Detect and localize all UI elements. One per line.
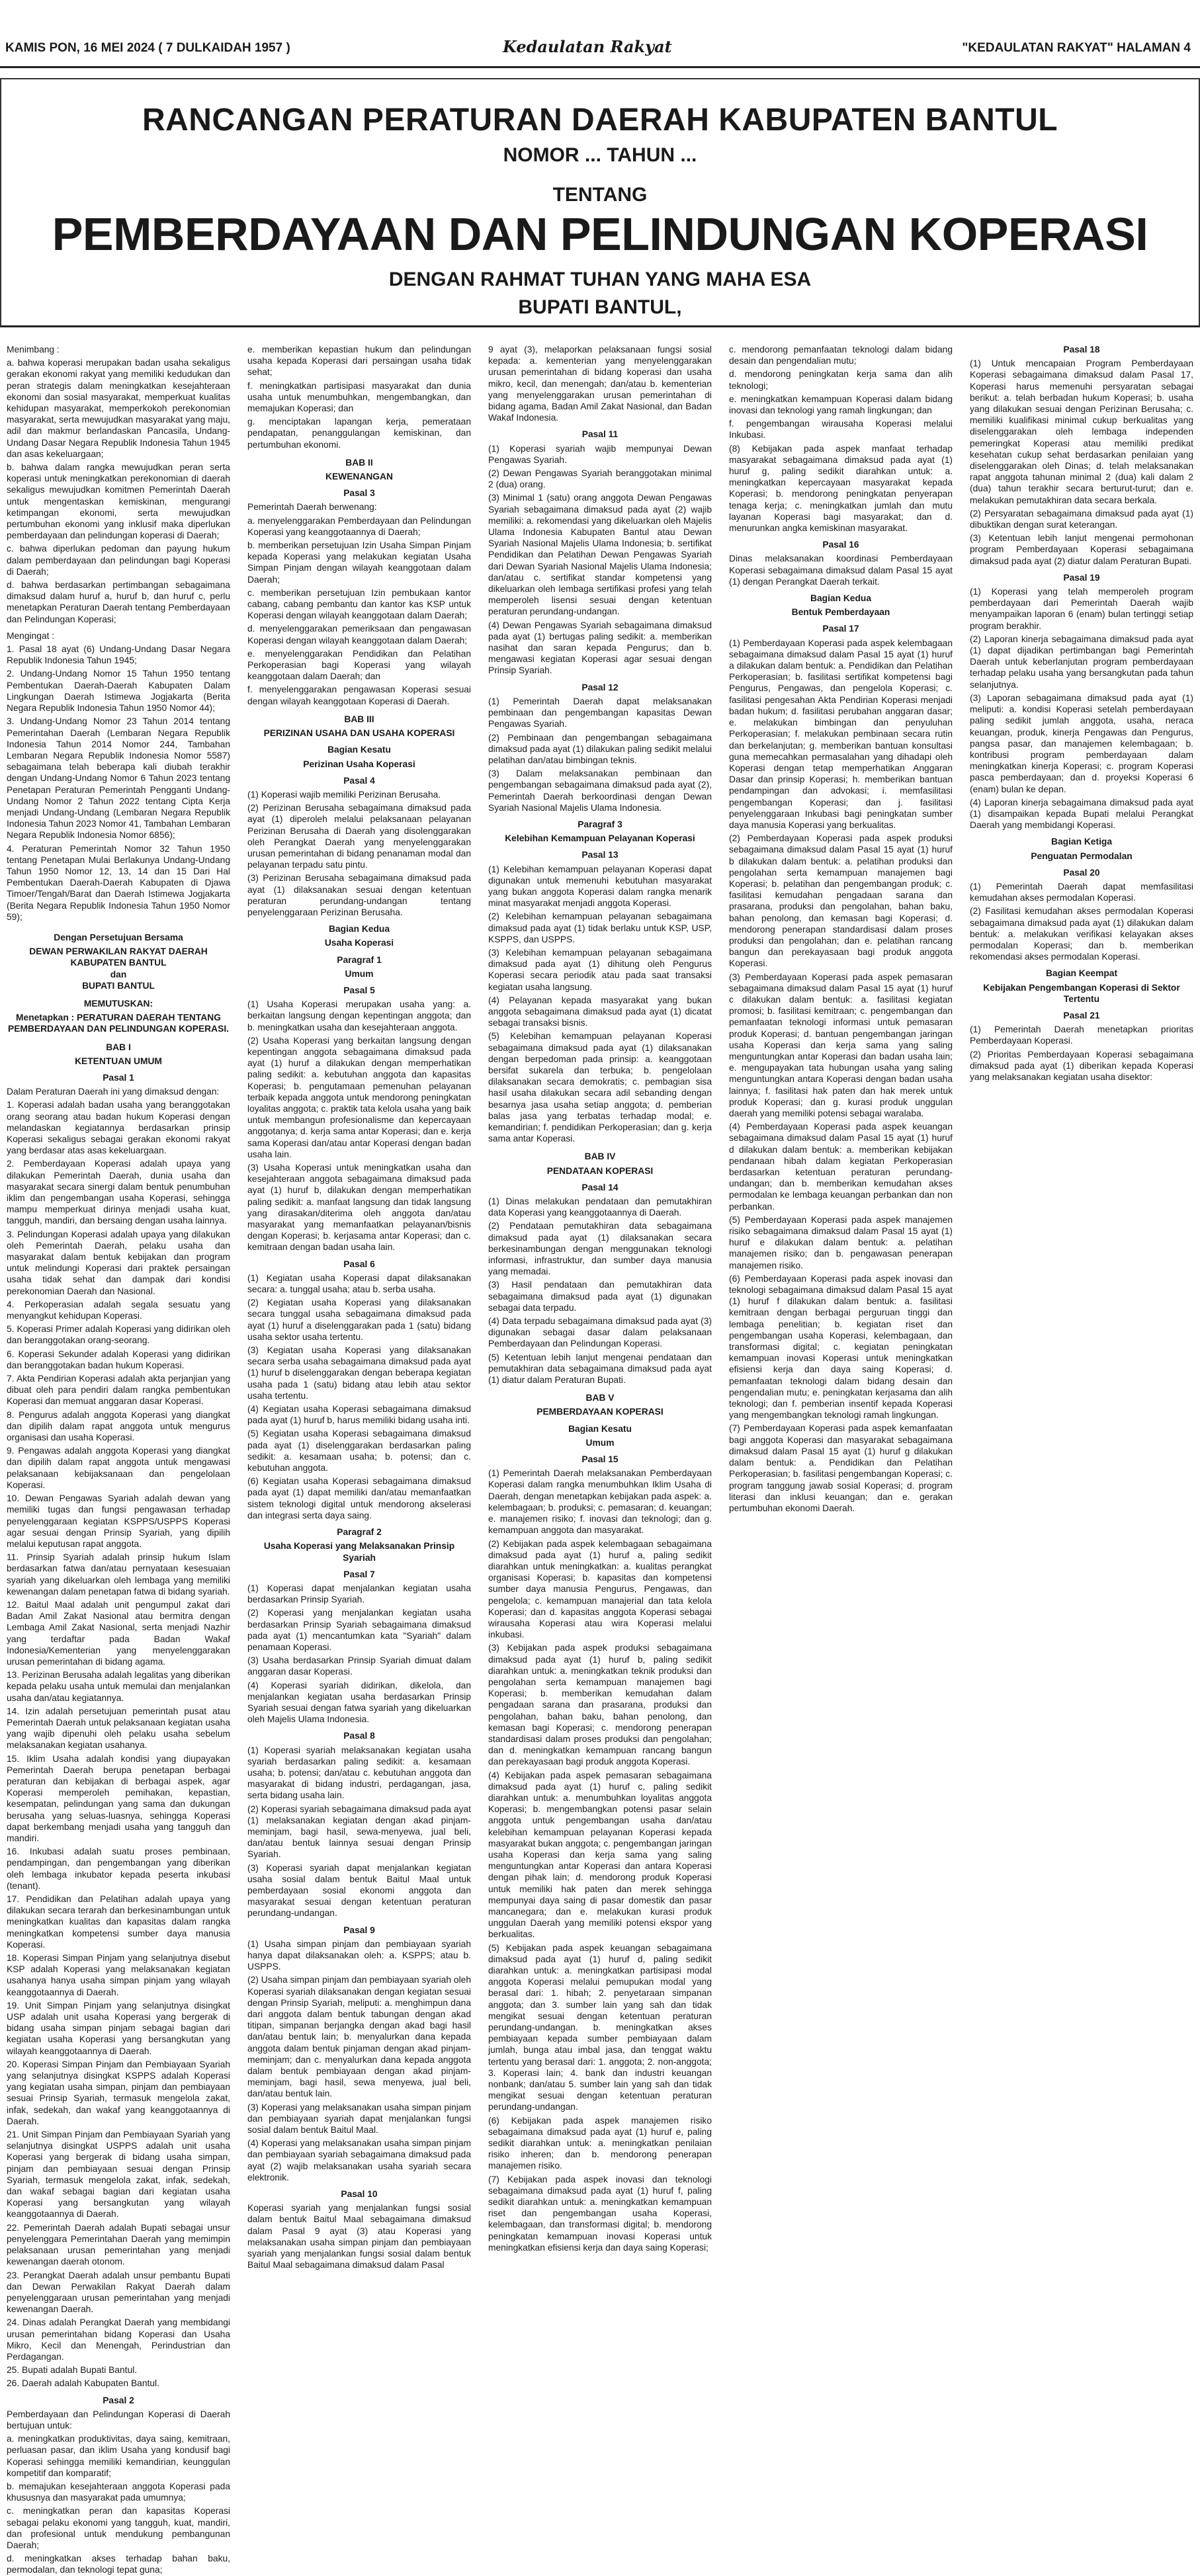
pasal-11: Pasal 11 xyxy=(581,429,619,440)
pasal-7: Pasal 7 xyxy=(343,1569,375,1579)
ayat-item: (4) Kebijakan pada aspek pemasaran sebagaimana dimaksud pada ayat (1) huruf c, paling sedikit diarahkan untuk: a. menumbuhkan loyalitas anggota Koperasi; b. mengembangkan potensi pasar selain anggota untuk pengembangan usaha dan/atau kelebihan kemampuan pelayanan Koperasi kepada masyarakat bukan anggota; c. pengembangan jaringan usaha Koperasi dan kerja sama yang saling menguntungkan antar Koperasi dan antara Koperasi dengan pihak lain; d. mendorong produk Koperasi untuk memiliki hak paten dan merek sehingga mempunyai daya saing di pasar domestik dan pasar mancanegara; dan e. melakukan kurasi produk unggulan Daerah yang memiliki potensi ekspor yang berkualitas. xyxy=(488,1770,712,1940)
definition-item: 9. Pengawas adalah anggota Koperasi yang diangkat dan dipilih dalam rapat anggota untuk mengawasi pelaksanaan kebijaksanaan dan pengelolaan Koperasi. xyxy=(7,1446,230,1490)
definition-item: 2. Pemberdayaan Koperasi adalah upaya yang dilakukan Pemerintah Daerah, dunia usaha dan masyarakat secara sinergi dalam bentuk penumbuhan iklim dan pengembangan usaha Koperasi, sehingga mampu memperkuat dirinya menjadi usaha kuat, tangguh, mandiri, dan bersaing dengan usaha lainnya. xyxy=(7,1159,230,1226)
ayat-item: (3) Usaha berdasarkan Prinsip Syariah dimuat dalam anggaran dasar Koperasi. xyxy=(247,1655,471,1677)
bagian-keempat-title: Kebijakan Pengembangan Koperasi di Sektor Tertentu xyxy=(983,982,1180,1004)
ayat-item: (4) Koperasi yang melaksanakan usaha simpan pinjam dan pembiayaan syariah sebagaimana dimaksud pada ayat (2) wajib melaksanakan usaha syariah secara elektronik. xyxy=(247,2138,471,2182)
ayat-item: (4) Koperasi syariah didirikan, dikelola, dan menjalankan kegiatan usaha berdasarkan Prinsip Syariah sesuai dengan fatwa syariah yang dikeluarkan oleh Majelis Ulama Indonesia. xyxy=(247,1680,471,1725)
ayat-item: (2) Usaha Koperasi yang berkaitan langsung dengan kepentingan anggota sebagaimana dimaksud pada ayat (1) huruf a dilakukan dengan memperhatikan paling sedikit: a. kebutuhan anggota dan kapasitas Koperasi; b. pengutamaan pemenuhan pelayanan terbaik kepada anggota untuk mendorong peningkatan loyalitas anggota; c. praktik tata kelola usaha yang baik untuk membangun profesionalisme dan kepercayaan anggotanya; d. kerja sama antar Koperasi; dan e. kerja sama Koperasi dan/atau antar Koperasi dengan badan usaha lain. xyxy=(247,1035,471,1159)
ayat-item: (5) Kegiatan usaha Koperasi sebagaimana dimaksud pada ayat (1) diselenggarakan berdasarkan paling sedikit: a. kesamaan usaha; b. potensi; dan c. kebutuhan anggota. xyxy=(247,1429,471,1474)
paragraf-2-title: Usaha Koperasi yang Melaksanakan Prinsip Syariah xyxy=(263,1541,455,1563)
definition-item: 6. Koperasi Sekunder adalah Koperasi yang didirikan dan beranggotakan badan hukum Koperasi. xyxy=(7,1349,230,1370)
definition-item: 26. Daerah adalah Kabupaten Bantul. xyxy=(7,2378,159,2389)
bagian-kesatu-bab5: Bagian Kesatu xyxy=(568,1423,632,1434)
ayat-item: (4) Kegiatan usaha Koperasi sebagaimana dimaksud pada ayat (1) huruf b, harus memiliki bidang usaha inti. xyxy=(247,1404,471,1426)
ayat-item: (2) Prioritas Pemberdayaan Koperasi sebagaimana dimaksud pada ayat (1) diberikan kepada Koperasi yang melaksanakan kegiatan usaha disektor: xyxy=(970,1049,1193,1082)
regulation-title-box xyxy=(0,78,1200,327)
pasal-10-continued: 9 ayat (3), melaporkan pelaksanaan fungsi sosial kepada: a. kementerian yang menyelenggarakan urusan pemerintahan di bidang koperasi dan usaha mikro, kecil, dan menengah; dan/atau b. kementerian yang menyelenggarakan urusan pemerintahan di bidang agama, Badan Amil Zakat Nasional, dan Badan Wakaf Indonesia. xyxy=(488,345,712,423)
tujuan-item: d. meningkatkan akses terhadap bahan baku, permodalan, dan teknologi tepat guna; xyxy=(7,2554,230,2575)
pasal-10-text: Koperasi syariah yang menjalankan fungsi sosial dalam bentuk Baitul Maal sebagaimana dimaksud dalam Pasal 9 ayat (3) atau Koperasi yang melaksanakan usaha simpan pinjam dan pembiayaan syariah yang menjalankan fungsi sosial dalam bentuk Baitul Maal sebagaimana dimaksud dalam Pasal xyxy=(247,2203,471,2270)
kewenangan-item: c. memberikan persetujuan Izin pembukaan kantor cabang, cabang pembantu dan kantor kas KSP untuk Koperasi dengan wilayah keanggotaan dalam Daerah; xyxy=(247,587,471,621)
tujuan-item: g. menciptakan lapangan kerja, pemerataan pendapatan, penanggulangan kemiskinan, dan pertumbuhan ekonomi. xyxy=(247,417,471,450)
ayat-item: (1) Koperasi dapat menjalankan kegiatan usaha berdasarkan Prinsip Syariah. xyxy=(247,1583,471,1605)
paragraf-2: Paragraf 2 xyxy=(337,1527,382,1538)
ayat-item: (3) Perizinan Berusaha sebagaimana dimaksud pada ayat (1) dilaksanakan sesuai dengan ketentuan peraturan perundang-undangan tentang penyelenggaraan Perizinan Berusaha. xyxy=(247,873,471,917)
pasal-12: Pasal 12 xyxy=(581,682,619,692)
ayat-item: (2) Kelebihan kemampuan pelayanan sebagaimana dimaksud pada ayat (1) tidak berlaku untuk KSP, USP, KSPPS, dan USPPS. xyxy=(488,911,712,944)
tujuan-item: f. meningkatkan partisipasi masyarakat dan dunia usaha untuk menumbuhkan, mengembangkan, dan memajukan Koperasi; dan xyxy=(247,380,471,414)
ayat-item: (5) Kebijakan pada aspek keuangan sebagaimana dimaksud pada ayat (1) huruf d, paling sedikit diarahkan untuk: a. meningkatkan partisipasi modal anggota Koperasi melalui pemupukan modal yang berasal dari: 1. hibah; 2. penyetaraan simpanan anggota; dan 3. sumber lain yang sah dan tidak mengikat sesuai dengan ketentuan peraturan perundang-undangan. b. meningkatkan akses pembiayaan kepada sumber pembiayaan dalam jumlah, bunga atau imbal jasa, dan tenggat waktu tertentu yang berasal dari: 1. anggota; 2. non-anggota; 3. Koperasi lain; 4. bank dan industri keuangan nonbank; dan/atau 5. sumber lain yang sah dan tidak mengikat sesuai dengan ketentuan peraturan perundang-undangan. xyxy=(488,1942,712,2112)
kewenangan-item: d. menyelenggarakan pemeriksaan dan pengawasan Koperasi dengan wilayah keanggotaan dalam Daerah; xyxy=(247,624,471,645)
definition-item: 11. Prinsip Syariah adalah prinsip hukum Islam berdasarkan fatwa dan/atau pernyataan kesesuaian syariah yang dikeluarkan oleh lembaga yang memiliki kewenangan dalam penetapan fatwa di bidang syariah. xyxy=(7,1552,230,1597)
pasal-10: Pasal 10 xyxy=(341,2189,378,2200)
ayat-item: (2) Pembinaan dan pengembangan sebagaimana dimaksud pada ayat (1) dilakukan paling sedikit melalui pelatihan dan/atau bimbingan teknis. xyxy=(488,732,712,765)
ayat-item: d. mendorong peningkatan kerja sama dan alih teknologi; xyxy=(729,369,953,391)
ayat-item: (3) Minimal 1 (satu) orang anggota Dewan Pengawas Syariah sebagaimana dimaksud pada ayat (2) wajib memiliki: a. rekomendasi yang dikeluarkan oleh Majelis Ulama Indonesia Kabupaten Bantul atau Dewan Syariah Nasional Majelis Ulama Indonesia; b. sertifikat Pendidikan dan Pelatihan Dewan Pengawas Syariah dari Dewan Syariah Nasional Majelis Ulama Indonesia; dan/atau c. sertifikat standar kompetensi yang dikeluarkan oleh lembaga sertifikasi profesi yang telah memperoleh lisensi sesuai dengan ketentuan peraturan perundang-undangan. xyxy=(488,493,712,617)
column-5 xyxy=(970,344,1193,2090)
pasal-5: Pasal 5 xyxy=(343,985,375,995)
bagian-kedua-bab5: Bagian Kedua xyxy=(810,593,871,604)
title-line-5: DENGAN RAHMAT TUHAN YANG MAHA ESA xyxy=(388,269,812,290)
pasal-8: Pasal 8 xyxy=(343,1731,375,1741)
bab-2-title: KEWENANGAN xyxy=(325,472,393,482)
mengingat-label: Mengingat : xyxy=(7,630,55,641)
tujuan-item: e. memberikan kepastian hukum dan pelindungan usaha kepada Koperasi dari persaingan usaha tidak sehat; xyxy=(247,345,471,378)
pasal-3: Pasal 3 xyxy=(343,488,375,499)
kewenangan-item: b. memberikan persetujuan Izin Usaha Simpan Pinjam kepada Koperasi yang melakukan kegiatan Usaha Simpan Pinjam dengan wilayah keanggotaan dalam Daerah; xyxy=(247,540,471,585)
ayat-item: (2) Persyaratan sebagaimana dimaksud pada ayat (1) dibuktikan dengan surat keterangan. xyxy=(970,508,1193,530)
bagian-kedua: Bagian Kedua xyxy=(329,924,390,935)
mengingat-1: 1. Pasal 18 ayat (6) Undang-Undang Dasar Negara Republik Indonesia Tahun 1945; xyxy=(7,644,230,666)
definition-item: 23. Perangkat Daerah adalah unsur pembantu Bupati dan Dewan Perwakilan Rakyat Daerah dalam penyelenggaraan urusan pemerintahan yang menjadi kewenangan Daerah. xyxy=(7,2270,230,2315)
ayat-item: e. meningkatkan kemampuan Koperasi dalam bidang inovasi dan teknologi yang ramah lingkungan; dan xyxy=(729,394,953,416)
definition-item: 25. Bupati adalah Bupati Bantul. xyxy=(7,2365,138,2376)
ayat-item: (2) Laporan kinerja sebagaimana dimaksud pada ayat (1) dapat dijadikan pertimbangan bagi Pemerintah Daerah untuk keberlanjutan program pemberdayaan terhadap pelaku usaha yang bersangkutan pada tahun selanjutnya. xyxy=(970,634,1193,690)
title-line-6: BUPATI BANTUL, xyxy=(518,296,682,318)
ayat-item: (1) Dinas melakukan pendataan dan pemutakhiran data Koperasi yang keanggotaannya di Daerah. xyxy=(488,1196,712,1218)
bab-3: BAB III xyxy=(344,714,374,724)
definition-item: 20. Koperasi Simpan Pinjam dan Pembiayaan Syariah yang selanjutnya disingkat KSPPS adalah Koperasi yang kegiatan usaha simpan, pinjam dan pembiayaan sesuai Prinsip Syariah, termasuk mengelola zakat, infak, sedekah, dan wakaf yang keanggotaannya di Daerah. xyxy=(7,2059,230,2126)
ayat-item: (3) Usaha Koperasi untuk meningkatkan usaha dan kesejahteraan anggota sebagaimana dimaksud pada ayat (1) huruf b, dilakukan dengan memperhatikan paling sedikit: a. manfaat langsung dan tidak langsung yang dirasakan/diterima oleh anggota dan/atau masyarakat yang memanfaatkan pelayanan/bisnis dengan Koperasi; b. kerjasama antar Koperasi; dan c. kemitraan dengan badan usaha lain. xyxy=(247,1163,471,1253)
bagian-keempat: Bagian Keempat xyxy=(1045,968,1118,979)
bagian-kedua-bab5-title: Bentuk Pemberdayaan xyxy=(791,607,890,618)
definition-item: 17. Pendidikan dan Pelatihan adalah upaya yang dilakukan secara terarah dan berkesinambungan untuk meningkatkan kualitas dan kapasitas dalam rangka meningkatkan kompetensi sumber daya manusia Koperasi. xyxy=(7,1894,230,1950)
definition-item: 12. Baitul Maal adalah unit pengumpul zakat dari Badan Amil Zakat Nasional atau bermitra dengan Lembaga Amil Zakat Nasional, serta menjadi Nazhir yang terdaftar pada Badan Wakaf Indonesia/Kementerian yang menyelenggarakan urusan pemerintahan di bidang agama. xyxy=(7,1599,230,1667)
ayat-item: (1) Koperasi yang telah memperoleh program pemberdayaan dari Pemerintah Daerah wajib menyampaikan laporan 6 (enam) bulan tertinggi setiap program berakhir. xyxy=(970,587,1193,631)
ayat-item: (1) Koperasi syariah melaksanakan kegiatan usaha syariah berdasarkan paling sedikit: a. kesamaan usaha; b. potensi; dan/atau c. kebutuhan anggota dan masyarakat di bidang industri, perdagangan, jasa, serta bidang usaha lain. xyxy=(247,1745,471,1801)
memutuskan: MEMUTUSKAN: xyxy=(83,998,153,1009)
bab-1-title: KETENTUAN UMUM xyxy=(75,1056,162,1066)
ayat-item: (1) Kegiatan usaha Koperasi dapat dilaksanakan secara: a. tunggal usaha; atau b. serba usaha. xyxy=(247,1272,471,1295)
bagian-kesatu: Bagian Kesatu xyxy=(327,745,391,755)
ayat-item: (2) Fasilitasi kemudahan akses permodalan Koperasi sebagaimana dimaksud pada ayat (1) dilakukan dalam bentuk: a. melakukan verifikasi kelayakan akses permodalan Koperasi; dan b. memberikan rekomendasi akses permodalan Koperasi. xyxy=(970,906,1193,962)
persetujuan-heading: Dengan Persetujuan Bersama xyxy=(54,932,183,942)
newspaper-logo: Kedaulatan Rakyat xyxy=(503,37,672,56)
column-4 xyxy=(729,344,953,2090)
menimbang-a: a. bahwa koperasi merupakan badan usaha sekaligus gerakan ekonomi rakyat yang memiliki kedudukan dan peran strategis dalam meningkatkan kesejahteraan ekonomi dan sosial masyarakat, memperkuat kualitas kehidupan masyarakat, memperkokoh perekonomian masyarakat, serta mewujudkan masyarakat yang maju, adil dan makmur berlandaskan Pancasila, Undang-Undang Dasar Negara Republik Indonesia Tahun 1945 dan asas kekeluargaan; xyxy=(7,358,230,459)
ayat-item: (1) Pemberdayaan Koperasi pada aspek kelembagaan sebagaimana dimaksud dalam Pasal 15 ayat (1) huruf a dilakukan dalam bentuk: a. Pendidikan dan Pelatihan Perkoperasian; b. fasilitasi sertifikat kompetensi bagi Pengurus, Pengawas, dan pengelola Koperasi; c. fasilitasi pengesahan Akta Pendirian Koperasi menjadi badan hukum; d. fasilitasi perubahan anggaran dasar; e. melakukan bimbingan dan penyuluhan Perkoperasian; f. melakukan pembinaan secara rutin dan berkelanjutan; g. memberikan bantuan konsultasi guna memecahkan permasalahan yang dihadapi oleh Koperasi dengan tetap memperhatikan Anggaran Dasar dan prinsip Koperasi; h. memberikan bantuan pendampingan dan advokasi; i. memfasilitasi pengembangan Koperasi; dan j. fasilitasi penyelenggaraan Inkubasi bagi peningkatan sumber daya manusia Koperasi yang berkualitas. xyxy=(729,638,953,830)
ayat-item: (5) Pemberdayaan Koperasi pada aspek manajemen risiko sebagaimana dimaksud dalam Pasal 15 ayat (1) huruf e dilakukan dalam bentuk: a. pelatihan manajemen risiko; dan b. pengawasan penerapan manajemen risiko. xyxy=(729,1214,953,1270)
ayat-item: (1) Usaha simpan pinjam dan pembiayaan syariah hanya dapat dilaksanakan oleh: a. KSPPS; atau b. USPPS. xyxy=(247,1938,471,1972)
mengingat-4: 4. Peraturan Pemerintah Nomor 32 Tahun 1950 tentang Penetapan Mulai Berlakunya Undang-Undang Tahun 1950 Nomor 12, 13, 14 dan 15 Dari Hal Pembentukan Daerah-Daerah Kabupaten di Djawa Timoer/Tengah/Barat dan Daerah Istimewa Jogjakarta (Berita Negara Republik Indonesia Tahun 1950 Nomor 59); xyxy=(7,843,230,922)
ayat-item: (2) Kebijakan pada aspek kelembagaan sebagaimana dimaksud pada ayat (1) huruf a, paling sedikit diarahkan untuk meningkatkan: a. kualitas perangkat organisasi Koperasi; b. kapasitas dan kompetensi sumber daya manusia Pengurus, Pengawas, dan pengelola; c. kemampuan manajerial dan tata kelola Koperasi; dan d. kapasitas anggota Koperasi sebagai wirausaha Koperasi atau wira Koperasi melalui inkubasi. xyxy=(488,1538,712,1640)
pasal-1: Pasal 1 xyxy=(103,1072,134,1083)
ayat-item: (5) Ketentuan lebih lanjut mengenai pendataan dan pemutakhiran data sebagaimana dimaksud pada ayat (1) diatur dalam Peraturan Bupati. xyxy=(488,1352,712,1386)
definition-item: 22. Pemerintah Daerah adalah Bupati sebagai unsur penyelenggara Pemerintahan Daerah yang memimpin pelaksanaan urusan pemerintahan yang menjadi kewenangan daerah otonom. xyxy=(7,2222,230,2267)
ayat-item: (2) Koperasi syariah sebagaimana dimaksud pada ayat (1) melaksanakan kegiatan dengan akad pinjam-meminjam, bagi hasil, sewa-menyewa, jual beli, dan/atau bentuk lainnya sesuai dengan Prinsip Syariah. xyxy=(247,1804,471,1860)
issue-date: KAMIS PON, 16 MEI 2024 ( 7 DULKAIDAH 1957 ) xyxy=(5,41,290,55)
ayat-item: (4) Dewan Pengawas Syariah sebagaimana dimaksud pada ayat (1) bertugas paling sedikit: a. memberikan nasihat dan saran kepada Pengurus; dan b. mengawasi kegiatan Koperasi agar sesuai dengan Prinsip Syariah. xyxy=(488,620,712,676)
bab-4-title: PENDATAAN KOPERASI xyxy=(546,1165,654,1176)
definition-item: 18. Koperasi Simpan Pinjam yang selanjutnya disebut KSP adalah Koperasi yang melaksanakan kegiatan usahanya hanya usaha simpan pinjam yang wilayah keanggotaannya di Daerah. xyxy=(7,1953,230,1997)
pasal-2: Pasal 2 xyxy=(103,2395,134,2405)
persetujuan-bupati: BUPATI BANTUL xyxy=(82,980,155,991)
ayat-item: (3) Ketentuan lebih lanjut mengenai permohonan program Pemberdayaan Koperasi sebagaimana dimaksud pada ayat (2) diatur dalam Peraturan Bupati. xyxy=(970,533,1193,566)
definition-item: 8. Pengurus adalah anggota Koperasi yang diangkat dan dipilih dalam rapat anggota untuk mengurus organisasi dan usaha Koperasi. xyxy=(7,1409,230,1443)
ayat-item: c. mendorong pemanfaatan teknologi dalam bidang desain dan pengendalian mutu; xyxy=(729,345,953,366)
page-label: "KEDAULATAN RAKYAT" HALAMAN 4 xyxy=(962,41,1191,55)
pasal-4: Pasal 4 xyxy=(343,775,375,786)
pasal-14: Pasal 14 xyxy=(581,1182,619,1192)
ayat-item: (7) Pemberdayaan Koperasi pada aspek kemanfaatan bagi anggota Koperasi dan masyarakat sebagaimana dimaksud dalam Pasal 15 ayat (1) huruf g dilakukan dalam bentuk: a. Pendidikan dan Pelatihan Perkoperasian; b. fasilitasi pengembangan Koperasi; c. program tanggung jawab sosial Koperasi; d. program literasi dan inklusi keuangan; dan e. gerakan pertumbuhan ekonomi Daerah. xyxy=(729,1423,953,1513)
pasal-16: Pasal 16 xyxy=(822,540,859,550)
definition-item: 14. Izin adalah persetujuan pemerintah pusat atau Pemerintah Daerah untuk pelaksanaan kegiatan usaha yang wajib dipenuhi oleh pelaku usaha sebelum melaksanakan kegiatan usahanya. xyxy=(7,1706,230,1751)
bab-4: BAB IV xyxy=(584,1151,616,1162)
title-main: PEMBERDAYAAN DAN PELINDUNGAN KOPERASI xyxy=(52,208,1148,260)
bagian-kesatu-title: Perizinan Usaha Koperasi xyxy=(303,759,415,769)
ayat-item: (3) Koperasi syariah dapat menjalankan kegiatan usaha sosial dalam bentuk Baitul Maal untuk pemberdayaan sosial ekonomi anggota dan masyarakat sesuai dengan ketentuan peraturan perundang-undangan. xyxy=(247,1862,471,1919)
tujuan-item: b. memajukan kesejahteraan anggota Koperasi pada khususnya dan masyarakat pada umumnya; xyxy=(7,2481,230,2503)
ayat-item: (1) Kelebihan kemampuan pelayanan Koperasi dapat digunakan untuk memenuhi kebutuhan masyarakat yang bukan anggota Koperasi dalam rangka menarik minat masyarakat menjadi anggota Koperasi. xyxy=(488,864,712,909)
pasal-17: Pasal 17 xyxy=(822,624,859,634)
menimbang-c: c. bahwa diperlukan pedoman dan payung hukum dalam pemberdayaan dan pelindungan bagi Koperasi di Daerah; xyxy=(7,544,230,577)
ayat-item: (2) Perizinan Berusaha sebagaimana dimaksud pada ayat (1) diperoleh melalui pelaksanaan pelayanan Perizinan Berusaha di Daerah yang disolenggarakan oleh Perangkat Daerah yang menyelenggarakan urusan pemerintahan di bidang penanaman modal dan pelayanan terpadu satu pintu. xyxy=(247,803,471,870)
ayat-item: (3) Laporan sebagaimana dimaksud pada ayat (1) meliputi: a. kondisi Koperasi setelah pemberdayaan paling sedikit jumlah anggota, usaha, neraca keuangan, produk, kinerja Pengawas dan Pengurus, pangsa pasar, dan manajemen kelembagaan; b. kontribusi program pemberdayaan dalam meningkatkan kinerja Koperasi; c. program Koperasi pasca pemberdayaan; dan d. proyeksi Koperasi 6 (enam) bulan ke depan. xyxy=(970,692,1193,794)
column-1 xyxy=(7,344,230,2575)
definition-item: 16. Inkubasi adalah suatu proses pembinaan, pendampingan, dan pengembangan yang diberikan oleh lembaga inkubator kepada peserta inkubasi (tenant). xyxy=(7,1847,230,1891)
pasal-21: Pasal 21 xyxy=(1063,1010,1100,1020)
pasal-3-intro: Pemerintah Daerah berwenang: xyxy=(247,502,377,513)
bagian-kedua-title: Usaha Koperasi xyxy=(324,938,394,948)
ayat-item: (6) Pemberdayaan Koperasi pada aspek inovasi dan teknologi sebagaimana dimaksud dalam Pasal 15 ayat (1) huruf f dilakukan dalam bentuk: a. fasilitasi kemitraan dengan berbagai perguruan tinggi dan lembaga penelitian; b. kegiatan riset dan pengembangan usaha Koperasi, kelembagaan, dan transformasi digital; c. kegiatan peningkatan kemampuan inovasi Koperasi untuk meningkatkan efisiensi kerja dan daya saing Koperasi; d. pemanfaatan teknologi dalam bidang desain dan pengendalian mutu; e. peningkatan kerjasama dan alih teknologi; dan f. pemberian insentif kepada Koperasi yang mengembangkan teknologi ramah lingkungan. xyxy=(729,1273,953,1421)
menimbang-label: Menimbang : xyxy=(7,345,60,354)
kewenangan-item: a. menyelenggarakan Pemberdayaan dan Pelindungan Koperasi yang keanggotaannya di Daerah; xyxy=(247,515,471,537)
ayat-item: (2) Dewan Pengawas Syariah beranggotakan minimal 2 (dua) orang. xyxy=(488,468,712,490)
persetujuan-dprd: DEWAN PERWAKILAN RAKYAT DAERAH KABUPATEN BANTUL xyxy=(29,946,208,968)
pasal-15: Pasal 15 xyxy=(581,1454,619,1465)
paragraf-3-title: Kelebihan Kemampuan Pelayanan Koperasi xyxy=(505,833,695,844)
bab-3-title: PERIZINAN USAHA DAN USAHA KOPERASI xyxy=(263,728,455,739)
title-line-1: RANCANGAN PERATURAN DAERAH KABUPATEN BANTUL xyxy=(142,103,1058,138)
ayat-item: (2) Kegiatan usaha Koperasi yang dilaksanakan secara tunggal usaha sebagaimana dimaksud pada ayat (1) huruf a diselenggarakan pada 1 (satu) bidang usaha sektor usaha tertentu. xyxy=(247,1298,471,1342)
ayat-item: (1) Koperasi wajib memiliki Perizinan Berusaha. xyxy=(247,789,441,800)
ayat-item: (6) Kegiatan usaha Koperasi sebagaimana dimaksud pada ayat (1) dapat memiliki dan/atau memanfaatkan sistem teknologi digital untuk mendorong akselerasi dan integrasi serta daya saing. xyxy=(247,1476,471,1520)
definition-item: 15. Iklim Usaha adalah kondisi yang diupayakan Pemerintah Daerah berupa penetapan berbagai peraturan dan kebijakan di berbagai aspek, agar Koperasi memperoleh pemihakan, kepastian, kesempatan, pelindungan yang sama dan dukungan berusaha yang seluas-luasnya, sehingga Koperasi dapat berkembang menjadi usaha yang tangguh dan mandiri. xyxy=(7,1753,230,1843)
ayat-item: (2) Pemberdayaan Koperasi pada aspek produksi sebagaimana dimaksud dalam Pasal 15 ayat (1) huruf b dilakukan dalam bentuk: a. pelatihan produksi dan pengolahan serta kemampuan manajemen bagi Koperasi; b. pelatihan dan pengembangan produk; c. fasilitasi kemudahan pengadaan sarana dan prasarana, produksi dan pengolahan, bahan baku, bahan penolong, dan kemasan bagi Koperasi; d. mendorong penerapan standardisasi dalam proses produksi dan pengolahan; dan e. pelatihan rancang bangun dan perekayasaan bagi produk anggota Koperasi. xyxy=(729,833,953,969)
ayat-item: (4) Data terpadu sebagaimana dimaksud pada ayat (3) digunakan sebagai dasar dalam pelaksanaan Pemberdayaan dan Pelindungan Koperasi. xyxy=(488,1316,712,1349)
bagian-ketiga-title: Penguatan Permodalan xyxy=(1031,851,1133,861)
paragraf-1-title: Umum xyxy=(345,968,374,979)
ayat-item: (3) Koperasi yang melaksanakan usaha simpan pinjam dan pembiayaan syariah dapat menjalankan fungsi sosial dalam bentuk Baitul Maal. xyxy=(247,2102,471,2136)
definition-item: 10. Dewan Pengawas Syariah adalah dewan yang memiliki tugas dan fungsi pengawasan terhadap penyelenggaraan kegiatan KSPPS/USPPS Koperasi agar sesuai dengan Prinsip Syariah, yang dipilih melalui keputusan rapat anggota. xyxy=(7,1493,230,1549)
definition-item: 3. Pelindungan Koperasi adalah upaya yang dilakukan oleh Pemerintah Daerah, pelaku usaha dan masyarakat dalam bentuk kebijakan dan program untuk melindungi Koperasi dari praktek persaingan usaha tidak sehat dan dampak dari kondisi perekonomian Daerah dan Nasional. xyxy=(7,1229,230,1296)
pasal-16-text: Dinas melaksanakan koordinasi Pemberdayaan Koperasi sebagaimana dimaksud dalam Pasal 15 ayat (1) dengan Perangkat Daerah terkait. xyxy=(729,554,953,587)
bab-1: BAB I xyxy=(106,1042,131,1052)
column-2 xyxy=(247,344,471,2270)
bagian-kesatu-bab5-title: Umum xyxy=(585,1437,615,1448)
ayat-item: (3) Hasil pendataan dan pemutakhiran data sebagaimana dimaksud pada ayat (1) digunakan sebagai data terpadu. xyxy=(488,1280,712,1313)
ayat-item: (3) Kebijakan pada aspek produksi sebagaimana dimaksud pada ayat (1) huruf b, paling sedikit diarahkan untuk: a. meningkatkan teknik produksi dan pengolahan serta kemampuan manajemen bagi Koperasi; b. memberikan kemudahan dalam pengadaan sarana dan prasarana, produksi dan pengolahan, bahan baku, bahan penolong, dan kemasan bagi Koperasi; c. mendorong penerapan standardisasi dalam proses produksi dan pengolahan; dan d. meningkatkan kemampuan rancang bangun dan perekayasaan bagi produk anggota Koperasi. xyxy=(488,1643,712,1767)
ayat-item: (5) Kelebihan kemampuan pelayanan Koperasi sebagaimana dimaksud pada ayat (1) dilaksanakan dengan berpedoman pada prinsip: a. keanggotaan bersifat sukarela dan terbuka; b. pengelolaan dilaksanakan secara demokratis; c. pembagian sisa hasil usaha dilakukan secara adil sebanding dengan besarnya jasa usaha setiap anggota; d. pemberian balas jasa yang terbatas terhadap modal; e. kemandirian; f. pendidikan Perkoperasian; dan g. kerja sama antar Koperasi. xyxy=(488,1031,712,1144)
ayat-item: (3) Dalam melaksanakan pembinaan dan pengembangan sebagaimana dimaksud pada ayat (2), Pemerintah Daerah berkoordinasi dengan Dewan Syariah Nasional Majelis Ulama Indonesia. xyxy=(488,769,712,813)
ayat-item: (1) Untuk mencapaian Program Pemberdayaan Koperasi sebagaimana dimaksud dalam Pasal 17, Koperasi harus memenuhi persyaratan sebagai berikut: a. telah berbadan hukum Koperasi; b. usaha yang dilakukan sesuai dengan Perizinan Berusaha; c. memiliki kualifikasi minimal cukup berkualitas yang diselenggarakan oleh lembaga independen pemeringkat Koperasi atau memiliki predikat kesehatan cukup sehat berdasarkan penilaian yang diselenggarakan oleh Dinas; d. telah melaksanakan rapat anggota tahunan minimal 2 (dua) kali dalam 2 (dua) tahun terakhir secara berturut-turut; dan e. melakukan pemutakhiran data secara berkala. xyxy=(970,358,1193,505)
title-line-2: NOMOR ... TAHUN ... xyxy=(503,144,697,166)
ayat-item: (3) Pemberdayaan Koperasi pada aspek pemasaran sebagaimana dimaksud dalam Pasal 15 ayat (1) huruf c dilakukan dalam bentuk: a. fasilitasi kegiatan promosi; b. fasilitasi kemitraan; c. pengembangan dan pemanfaatan teknologi informasi untuk pemasaran produk Koperasi; d. bantuan pengembangan jaringan usaha Koperasi dan kerja sama yang saling menguntungkan antar Koperasi dan badan usaha lain; e. mengupayakan tata hubungan usaha yang saling menguntungkan antara Koperasi dengan badan usaha lainnya; f. fasilitasi hak paten dan hak merek untuk produk Koperasi; dan g. kurasi produk unggulan daerah yang memiliki potensi sebagai waralaba. xyxy=(729,972,953,1118)
bab-5: BAB V xyxy=(585,1393,615,1403)
menetapkan: Menetapkan : PERATURAN DAERAH TENTANG PEMBERDAYAAN DAN PELINDUNGAN KOPERASI. xyxy=(8,1013,229,1034)
definition-item: 1. Koperasi adalah badan usaha yang beranggotakan orang seorang atau badan hukum Koperasi dengan melandaskan kegiatannya berdasarkan prinsip Koperasi sekaligus sebagai gerakan ekonomi rakyat yang berdasar atas asas kekeluargaan. xyxy=(7,1100,230,1156)
pasal-9: Pasal 9 xyxy=(343,1925,375,1935)
ayat-item: (3) Kegiatan usaha Koperasi yang dilaksanakan secara serba usaha sebagaimana dimaksud pada ayat (1) huruf b diselenggarakan dengan beberapa kegiatan usaha pada 1 (satu) bidang atau lebih atau sektor usaha tertentu. xyxy=(247,1345,471,1401)
ayat-item: (1) Pemerintah Daerah dapat memfasilitasi kemudahan akses permodalan Koperasi. xyxy=(970,881,1193,903)
mengingat-2: 2. Undang-Undang Nomor 15 Tahun 1950 tentang Pembentukan Daerah-Daerah Kabupaten Dalam Lingkungan Daerah Istimewa Jogjakarta (Berita Negara Republik Indonesia Tahun 1950 Nomor 44); xyxy=(7,669,230,714)
definition-item: 21. Unit Simpan Pinjam dan Pembiayaan Syariah yang selanjutnya disingkat USPPS adalah unit usaha Koperasi yang bergerak di bidang usaha simpan, pinjam dan pembiayaan sesuai dengan Prinsip Syariah, termasuk mengelola zakat, infak, sedekah, dan wakaf sebagai bagian dari kegiatan usaha Koperasi yang bersangkutan yang wilayah keanggotaannya di Daerah. xyxy=(7,2130,230,2220)
mengingat-3: 3. Undang-Undang Nomor 23 Tahun 2014 tentang Pemerintahan Daerah (Lembaran Negara Republik Indonesia Tahun 2014 Nomor 244, Tambahan Lembaran Negara Republik Indonesia Nomor 5587) sebagaimana telah beberapa kali diubah terakhir dengan Undang-Undang Nomor 6 Tahun 2023 tentang Penetapan Peraturan Pemerintah Pengganti Undang-Undang Nomor 2 Tahun 2022 tentang Cipta Kerja menjadi Undang-Undang (Lembaran Negara Republik Indonesia Tahun 2023 Nomor 41, Tambahan Lembaran Negara Republik Indonesia Nomor 6856); xyxy=(7,716,230,841)
definition-item: 7. Akta Pendirian Koperasi adalah akta perjanjian yang dibuat oleh para pendiri dalam rangka pembentukan Koperasi dan memuat anggaran dasar Koperasi. xyxy=(7,1374,230,1407)
title-line-3: TENTANG xyxy=(552,184,648,206)
masthead xyxy=(0,0,1200,68)
definition-item: 4. Perkoperasian adalah segala sesuatu yang menyangkut kehidupan Koperasi. xyxy=(7,1299,230,1321)
ayat-item: (1) Usaha Koperasi merupakan usaha yang: a. berkaitan langsung dengan kepentingan anggota; dan b. meningkatkan usaha dan kesejahteraan anggota. xyxy=(247,999,471,1032)
ayat-item: (3) Kelebihan kemampuan pelayanan sebagaimana dimaksud pada ayat (1) dihitung oleh Pengurus Koperasi secara periodik atau pada saat transaksi kegiatan usaha langsung. xyxy=(488,947,712,992)
ayat-item: (2) Pendataan pemutakhiran data sebagaimana dimaksud pada ayat (1) dilaksanakan secara berkesinambungan dengan menggunakan teknologi informasi, infrastruktur, dan sumber daya manusia yang memadai. xyxy=(488,1221,712,1277)
ayat-item: (2) Koperasi yang menjalankan kegiatan usaha berdasarkan Prinsip Syariah sebagaimana dimaksud pada ayat (1) mencantumkan kata "Syariah" dalam penamaan Koperasi. xyxy=(247,1608,471,1652)
ayat-item: (1) Pemerintah Daerah melaksanakan Pemberdayaan Koperasi dalam rangka menumbuhkan Iklim Usaha di Daerah, dengan menetapkan kebijakan pada aspek: a. kelembagaan; b. produksi; c. pemasaran; d. keuangan; e. manajemen risiko; f. inovasi dan teknologi; dan g. kemampuan anggota dan masyarakat. xyxy=(488,1468,712,1536)
ayat-item: (2) Usaha simpan pinjam dan pembiayaan syariah oleh Koperasi syariah dilaksanakan dengan kegiatan sesuai dengan Prinsip Syariah, meliputi: a. menghimpun dana dari anggota dalam bentuk tabungan dengan akad titipan, simpanan berjangka dengan akad bagi hasil dan/atau bentuk lain; b. menyalurkan dana kepada anggota dalam bentuk pinjaman dengan akad pinjam-meminjam; dan c. menyalurkan dana kepada anggota dalam bentuk pembiayaan dengan akad pinjam-meminjam, bagi hasil, sewa menyewa, jual beli, dan/atau bentuk lain. xyxy=(247,1975,471,2099)
ayat-item: (7) Kebijakan pada aspek inovasi dan teknologi sebagaimana dimaksud pada ayat (1) huruf f, paling sedikit diarahkan untuk: a. meningkatkan kemampuan riset dan pengembangan usaha Koperasi, kelembagaan, dan transformasi digital; b. mendorong peningkatan kemampuan inovasi Koperasi untuk meningkatkan efisiensi kerja dan daya saing Koperasi; xyxy=(488,2174,712,2253)
definition-item: 5. Koperasi Primer adalah Koperasi yang didirikan oleh dan beranggotakan orang-seorang. xyxy=(7,1324,230,1346)
ayat-item: (6) Kebijakan pada aspek manajemen risiko sebagaimana dimaksud pada ayat (1) huruf e, paling sedikit diarahkan untuk: a. meningkatkan penilaian risiko inheren; dan b. mendorong penerapan manajemen risiko. xyxy=(488,2115,712,2171)
tujuan-item: c. meningkatkan peran dan kapasitas Koperasi sebagai pelaku ekonomi yang tangguh, kuat, mandiri, dan profesional untuk mendukung pembangunan Daerah; xyxy=(7,2506,230,2550)
pasal-19: Pasal 19 xyxy=(1063,572,1100,583)
ayat-item: (8) Kebijakan pada aspek manfaat terhadap masyarakat sebagaimana dimaksud pada ayat (1) huruf g, paling sedikit diarahkan untuk: a. meningkatkan kepercayaan masyarakat kepada Koperasi; b. mendorong peningkatan penyerapan tenaga kerja; c. meningkatkan jumlah dan mutu layanan Koperasi bagi masyarakat; dan d. menurunkan angka kemiskinan masyarakat. xyxy=(729,443,953,534)
definition-item: 13. Perizinan Berusaha adalah legalitas yang diberikan kepada pelaku usaha untuk memulai dan menjalankan usaha dan/atau kegiatannya. xyxy=(7,1670,230,1703)
paragraf-1: Paragraf 1 xyxy=(337,954,382,965)
pasal-18: Pasal 18 xyxy=(1063,345,1100,354)
definition-item: 24. Dinas adalah Perangkat Daerah yang membidangi urusan pemerintahan bidang Koperasi dan Usaha Mikro, Kecil dan Menengah, Perindustrian dan Perdagangan. xyxy=(7,2317,230,2362)
menimbang-b: b. bahwa dalam rangka mewujudkan peran serta koperasi untuk meningkatkan perekonomian di daerah sekaligus mewujudkan komitmen Pemerintah Daerah untuk mengentaskan kemiskinan, mengurangi ketimpangan ekonomi, serta mewujudkan pertumbuhan ekonomi yang inklusif maka diperlukan pemberdayaan dan pelindungan koperasi di Daerah; xyxy=(7,462,230,541)
pasal-20: Pasal 20 xyxy=(1063,867,1100,878)
ayat-item: (1) Pemerintah Daerah dapat melaksanakan pembinaan dan pengembangan kapasitas Dewan Pengawas Syariah. xyxy=(488,696,712,729)
ayat-item: (4) Pemberdayaan Koperasi pada aspek keuangan sebagaimana dimaksud dalam Pasal 15 ayat (1) huruf d dilakukan dalam bentuk: a. memberikan kebijakan pendanaan hibah dalam kegiatan Perkoperasian berdasarkan ketentuan peraturan perundang-undangan; dan b. memberikan kemudahan akses permodalan ke lembaga keuangan perbankan dan non perbankan. xyxy=(729,1122,953,1212)
ayat-item: (1) Koperasi syariah wajib mempunyai Dewan Pengawas Syariah. xyxy=(488,443,712,465)
pasal-13: Pasal 13 xyxy=(581,850,619,860)
persetujuan-dan: dan xyxy=(110,969,127,979)
bagian-ketiga: Bagian Ketiga xyxy=(1051,837,1112,847)
pasal-6: Pasal 6 xyxy=(343,1259,375,1269)
ayat-item: (4) Pelayanan kepada masyarakat yang bukan anggota sebagaimana dimaksud pada ayat (1) dicatat sebagai transaksi bisnis. xyxy=(488,995,712,1028)
column-3 xyxy=(488,344,712,2253)
paragraf-3: Paragraf 3 xyxy=(578,819,622,829)
definition-item: 19. Unit Simpan Pinjam yang selanjutnya disingkat USP adalah unit usaha Koperasi yang bergerak di bidang usaha simpan pinjam sebagai bagian dari kegiatan usaha Koperasi yang bersangkutan yang wilayah keanggotaannya di Daerah. xyxy=(7,2000,230,2056)
pasal-1-intro: Dalam Peraturan Daerah ini yang dimaksud dengan: xyxy=(7,1087,220,1097)
menimbang-d: d. bahwa berdasarkan pertimbangan sebagaimana dimaksud dalam huruf a, huruf b, dan huruf c, perlu menetapkan Peraturan Daerah tentang Pemberdayaan dan Pelindungan Koperasi; xyxy=(7,580,230,624)
ayat-item: (4) Laporan kinerja sebagaimana dimaksud pada ayat (1) disampaikan kepada Bupati melalui Perangkat Daerah yang membidangi Koperasi. xyxy=(970,797,1193,831)
kewenangan-item: f. menyelenggarakan pengawasan Koperasi sesuai dengan wilayah keanggotaan Koperasi di Daerah. xyxy=(247,685,471,706)
tujuan-item: a. meningkatkan produktivitas, daya saing, kemitraan, perluasan pasar, dan iklim Usaha yang kondusif bagi Koperasi sehingga memiliki kemandirian, keunggulan kompetitif dan komparatif; xyxy=(7,2434,230,2478)
bab-2: BAB II xyxy=(345,457,373,468)
body-columns xyxy=(7,344,1193,2575)
ayat-item: (1) Pemerintah Daerah menetapkan prioritas Pemberdayaan Koperasi. xyxy=(970,1024,1193,1046)
pasal-2-intro: Pemberdayaan dan Pelindungan Koperasi di Daerah bertujuan untuk: xyxy=(7,2409,230,2431)
ayat-item: f. pengembangan wirausaha Koperasi melalui Inkubasi. xyxy=(729,419,953,440)
bab-5-title: PEMBERDAYAAN KOPERASI xyxy=(536,1407,664,1417)
kewenangan-item: e. menyelenggarakan Pendidikan dan Pelatihan Perkoperasian bagi Koperasi yang wilayah keanggotaan dalam Daerah; dan xyxy=(247,648,471,682)
